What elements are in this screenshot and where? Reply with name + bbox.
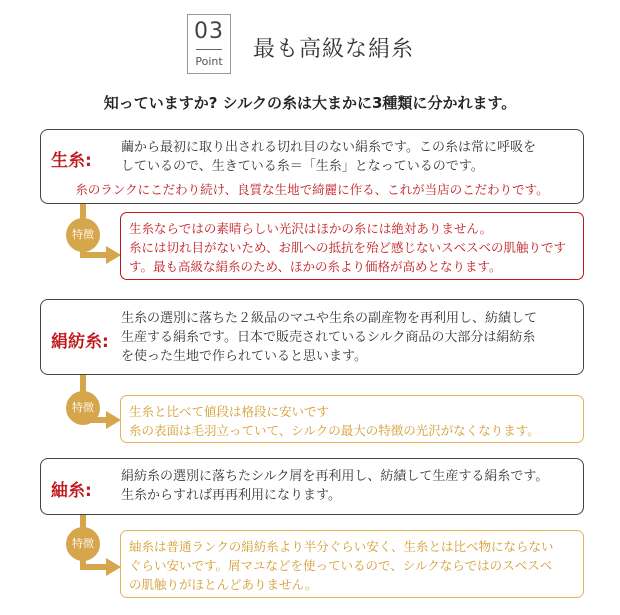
desc-raw-silk	[121, 138, 573, 176]
features-tsumugi-silk	[120, 530, 584, 598]
feature-line: 糸には切れ目がないため、お肌への抵抗を殆ど感じないスベスベの肌触りです	[129, 240, 567, 255]
desc-spun-silk	[121, 309, 573, 366]
intro-subtitle: 知っていますか? シルクの糸は大まかに3種類に分かれます。	[103, 94, 517, 112]
feature-line: の肌触りがほとんどありません。	[129, 577, 318, 592]
card-raw-silk	[40, 129, 584, 204]
feature-badge: 特徴	[66, 391, 100, 425]
desc-tsumugi-silk	[121, 467, 573, 505]
desc-line: 生糸からすれば再再利用になります。	[121, 488, 341, 503]
desc-line: 繭から最初に取り出される切れ目のない絹糸です。この糸は常に呼吸を	[121, 140, 536, 155]
point-number: 03	[194, 19, 224, 44]
point-box	[187, 14, 231, 74]
feature-line: す。最も高級な絹糸のため、ほかの糸より価格が高めとなります。	[129, 259, 502, 274]
feature-line: 糸の表面は毛羽立っていて、シルクの最大の特徴の光沢がなくなります。	[129, 423, 540, 438]
feature-line: ぐらい安いです。屑マユなどを使っているので、シルクならではのスベスベ	[129, 558, 553, 573]
desc-line: を使った生地で作られていると思います。	[121, 349, 367, 364]
point-divider	[196, 49, 222, 50]
term-raw-silk: 生糸:	[51, 151, 92, 171]
features-spun-silk	[120, 395, 584, 443]
term-tsumugi-silk: 紬糸:	[51, 481, 92, 501]
feature-line: 紬糸は普通ランクの絹紡糸より半分ぐらい安く、生糸とは比べ物にならない	[129, 539, 554, 554]
desc-line: 絹紡糸の選別に落ちたシルク屑を再利用し、紡績して生産する絹糸です。	[121, 469, 549, 484]
feature-line: 生糸と比べて値段は格段に安いです	[129, 404, 330, 419]
feature-badge: 特徴	[66, 527, 100, 561]
shop-commitment-note: 糸のランクにこだわり続け、良質な生地で綺麗に作る、これが当店のこだわりです。	[75, 182, 549, 197]
section-header	[187, 14, 447, 78]
desc-line: 生産する絹糸です。日本で販売されているシルク商品の大部分は絹紡糸	[121, 330, 536, 345]
features-raw-silk	[120, 212, 584, 280]
page-title: 最も高級な絹糸	[253, 37, 415, 62]
feature-badge: 特徴	[66, 218, 100, 252]
term-spun-silk: 絹紡糸:	[51, 332, 109, 352]
point-label: Point	[195, 55, 223, 68]
feature-line: 生糸ならではの素晴らしい光沢はほかの糸には絶対ありません。	[129, 221, 493, 236]
desc-line: 生糸の選別に落ちた２級品のマユや生糸の副産物を再利用し、紡績して	[121, 311, 538, 326]
card-spun-silk	[40, 299, 584, 375]
card-tsumugi-silk	[40, 458, 584, 515]
desc-line: しているので、生きている糸＝「生糸」となっているのです。	[121, 159, 484, 174]
